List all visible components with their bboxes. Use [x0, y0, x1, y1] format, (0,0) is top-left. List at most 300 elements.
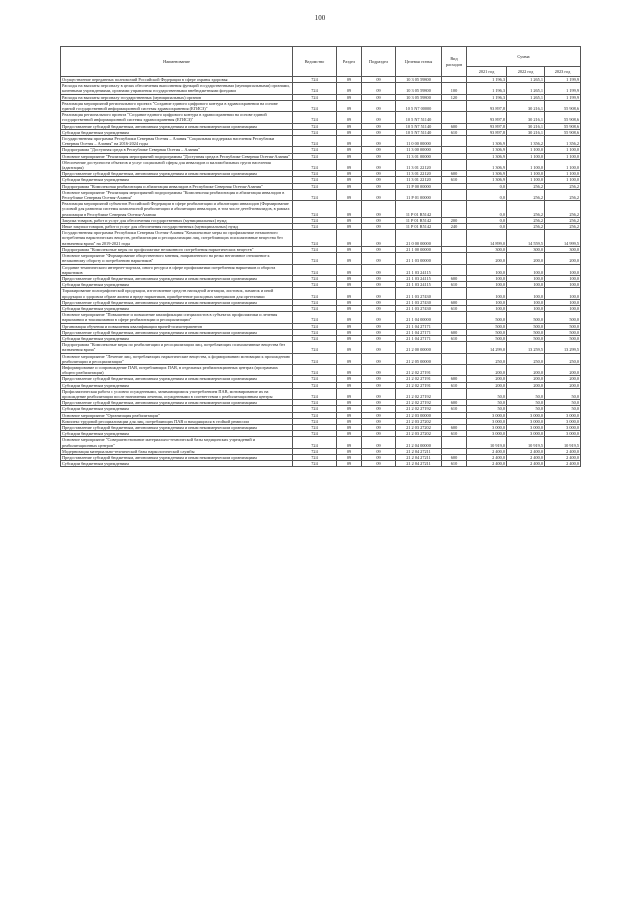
row-name-cell: Предоставление субсидий бюджетным, автономным учреждениям и иным некоммерческим организациям [61, 299, 293, 305]
row-amount-2021-cell: 100,0 [467, 282, 507, 288]
row-amount-2023-cell: 1 356,2 [545, 136, 581, 147]
row-amount-2022-cell: 1 100,0 [507, 171, 545, 177]
row-amount-2022-cell: 100,0 [507, 305, 545, 311]
row-amount-2021-cell: 3 000,0 [467, 424, 507, 430]
row-target-cell: 21 2 02 27192 [396, 400, 442, 406]
table-row [61, 437, 581, 448]
row-target-cell: 21 2 02 27191 [396, 382, 442, 388]
row-dept-cell: 724 [293, 253, 337, 264]
row-section-cell: 09 [337, 275, 362, 281]
row-section-cell: 09 [337, 364, 362, 375]
row-subsection-cell: 09 [362, 282, 396, 288]
row-amount-2022-cell: 1 100,0 [507, 153, 545, 159]
row-amount-2023-cell: 1 100,0 [545, 177, 581, 183]
row-amount-2023-cell: 3 000,0 [545, 418, 581, 424]
row-amount-2023-cell: 256,2 [545, 183, 581, 189]
row-target-cell: 21 1 04 27171 [396, 329, 442, 335]
row-expense-cell: 610 [442, 461, 467, 467]
row-dept-cell: 724 [293, 364, 337, 375]
row-amount-2023-cell: 500,0 [545, 329, 581, 335]
row-target-cell: 21 2 04 00000 [396, 437, 442, 448]
row-section-cell: 09 [337, 159, 362, 170]
row-section-cell: 09 [337, 400, 362, 406]
row-amount-2023-cell: 100,0 [545, 288, 581, 299]
row-section-cell: 09 [337, 83, 362, 94]
row-amount-2022-cell: 1 100,0 [507, 159, 545, 170]
row-name-cell: Подпрограмма "Комплексная реабилитация и абилитация инвалидов в Республике Северная Осетия-Алания" [61, 183, 293, 189]
row-target-cell: 21 1 03 27430 [396, 299, 442, 305]
row-target-cell: 21 2 02 27191 [396, 364, 442, 375]
row-dept-cell: 724 [293, 431, 337, 437]
row-dept-cell: 724 [293, 189, 337, 200]
row-subsection-cell: 09 [362, 329, 396, 335]
row-target-cell: 21 1 03 24115 [396, 282, 442, 288]
row-amount-2022-cell: 256,2 [507, 201, 545, 218]
row-expense-cell: 600 [442, 275, 467, 281]
row-amount-2021-cell: 0,0 [467, 201, 507, 218]
row-section-cell: 09 [337, 100, 362, 111]
row-subsection-cell: 09 [362, 388, 396, 399]
table-body [61, 77, 581, 467]
row-expense-cell [442, 312, 467, 323]
row-name-cell: Субсидии бюджетным учреждениям [61, 305, 293, 311]
row-subsection-cell: 09 [362, 299, 396, 305]
row-target-cell: 21 2 04 27211 [396, 461, 442, 467]
row-target-cell: 21 1 03 00000 [396, 253, 442, 264]
row-amount-2022-cell: 1 100,0 [507, 147, 545, 153]
row-name-cell: Основное мероприятие "Организация реабилитации" [61, 412, 293, 418]
row-section-cell: 09 [337, 335, 362, 341]
row-amount-2021-cell: 100,0 [467, 275, 507, 281]
row-target-cell: 11 P 01 00000 [396, 189, 442, 200]
row-subsection-cell: 09 [362, 418, 396, 424]
table-row [61, 230, 581, 247]
row-amount-2023-cell: 2 400,0 [545, 448, 581, 454]
row-amount-2022-cell: 100,0 [507, 282, 545, 288]
row-dept-cell: 724 [293, 112, 337, 123]
row-amount-2021-cell: 0,0 [467, 189, 507, 200]
row-amount-2021-cell: 500,0 [467, 335, 507, 341]
row-amount-2021-cell: 2 400,0 [467, 461, 507, 467]
row-target-cell: 21 1 00 00000 [396, 246, 442, 252]
row-name-cell: Реализация регионального проекта "Создание единого цифрового контура в здравоохранении на основе единой государственной информационной системы здравоохранения (ЕГИСЗ)" [61, 112, 293, 123]
table-row [61, 112, 581, 123]
row-amount-2022-cell: 1 265,1 [507, 83, 545, 94]
row-amount-2023-cell: 50,0 [545, 388, 581, 399]
row-dept-cell: 724 [293, 230, 337, 247]
row-amount-2021-cell: 3 000,0 [467, 418, 507, 424]
row-amount-2021-cell: 100,0 [467, 264, 507, 275]
row-expense-cell [442, 253, 467, 264]
row-section-cell: 09 [337, 299, 362, 305]
row-subsection-cell: 09 [362, 400, 396, 406]
row-expense-cell: 600 [442, 329, 467, 335]
row-amount-2021-cell: 2 400,0 [467, 448, 507, 454]
row-dept-cell: 724 [293, 94, 337, 100]
row-amount-2022-cell: 10 919,5 [507, 437, 545, 448]
row-amount-2021-cell: 93 897,8 [467, 100, 507, 111]
row-amount-2021-cell: 93 897,8 [467, 112, 507, 123]
row-target-cell: 21 2 02 27192 [396, 388, 442, 399]
row-section-cell: 09 [337, 406, 362, 412]
row-subsection-cell: 09 [362, 424, 396, 430]
table-row [61, 100, 581, 111]
row-expense-cell: 600 [442, 299, 467, 305]
row-expense-cell: 600 [442, 123, 467, 129]
row-subsection-cell: 09 [362, 171, 396, 177]
row-amount-2021-cell: 50,0 [467, 388, 507, 399]
row-expense-cell [442, 353, 467, 364]
row-dept-cell: 724 [293, 412, 337, 418]
row-dept-cell: 724 [293, 342, 337, 353]
row-name-cell: Субсидии бюджетным учреждениям [61, 282, 293, 288]
row-section-cell: 09 [337, 424, 362, 430]
row-target-cell: 21 2 03 27202 [396, 431, 442, 437]
row-target-cell: 11 P 01 R5142 [396, 217, 442, 223]
row-name-cell: Подпрограмма "Доступная среда в Республике Северная Осетия – Алания" [61, 147, 293, 153]
row-amount-2021-cell: 500,0 [467, 329, 507, 335]
row-section-cell: 09 [337, 388, 362, 399]
row-amount-2023-cell: 200,0 [545, 376, 581, 382]
row-expense-cell: 610 [442, 129, 467, 135]
row-name-cell: Создание тематического интернет-портала, иного ресурса в сфере профилактики потребления наркотиков и оборота наркотиков [61, 264, 293, 275]
row-name-cell: Субсидии бюджетным учреждениям [61, 431, 293, 437]
row-amount-2021-cell: 1 196,3 [467, 77, 507, 83]
row-name-cell: Комплекс трудовой ресоциализации для лиц, потребляющих ПАВ и находящихся в стойкой ремиссии [61, 418, 293, 424]
row-target-cell: 10 5 N7 51140 [396, 123, 442, 129]
row-amount-2022-cell: 3 000,0 [507, 412, 545, 418]
row-amount-2021-cell: 0,0 [467, 217, 507, 223]
table-header-row [61, 47, 581, 67]
row-expense-cell: 600 [442, 400, 467, 406]
row-subsection-cell: 09 [362, 201, 396, 218]
row-amount-2021-cell: 100,0 [467, 305, 507, 311]
row-expense-cell [442, 264, 467, 275]
row-subsection-cell: 09 [362, 437, 396, 448]
row-subsection-cell: 09 [362, 264, 396, 275]
row-section-cell: 09 [337, 177, 362, 183]
row-target-cell: 21 0 00 00000 [396, 230, 442, 247]
row-dept-cell: 724 [293, 136, 337, 147]
row-amount-2021-cell: 50,0 [467, 406, 507, 412]
row-section-cell: 09 [337, 253, 362, 264]
row-amount-2021-cell: 0,0 [467, 183, 507, 189]
row-amount-2022-cell: 30 216,1 [507, 100, 545, 111]
row-amount-2023-cell: 55 908,6 [545, 129, 581, 135]
row-amount-2021-cell: 200,0 [467, 364, 507, 375]
row-name-cell: Предоставление субсидий бюджетным, автономным учреждениям и иным некоммерческим организациям [61, 329, 293, 335]
row-expense-cell [442, 201, 467, 218]
row-dept-cell: 724 [293, 406, 337, 412]
row-subsection-cell: 09 [362, 230, 396, 247]
table-row [61, 388, 581, 399]
row-amount-2022-cell: 100,0 [507, 288, 545, 299]
row-amount-2022-cell: 200,0 [507, 376, 545, 382]
row-expense-cell: 600 [442, 424, 467, 430]
header-target: Целевая статья [396, 47, 442, 77]
row-amount-2022-cell: 1 265,1 [507, 94, 545, 100]
row-dept-cell: 724 [293, 461, 337, 467]
row-section-cell: 09 [337, 230, 362, 247]
row-amount-2023-cell: 256,2 [545, 201, 581, 218]
row-amount-2022-cell: 50,0 [507, 400, 545, 406]
row-amount-2022-cell: 300,0 [507, 246, 545, 252]
row-amount-2021-cell: 14 899,0 [467, 230, 507, 247]
row-subsection-cell: 09 [362, 123, 396, 129]
row-subsection-cell: 09 [362, 159, 396, 170]
row-amount-2022-cell: 250,0 [507, 353, 545, 364]
row-amount-2022-cell: 200,0 [507, 364, 545, 375]
row-section-cell: 09 [337, 264, 362, 275]
row-name-cell: Тиражирование полиграфической продукции, изготовление средств наглядной агитации, листовок, памяток и иной продукции о здоровом образе жизни и вреде наркотиков, приобретение расходных материалов для оргтехники [61, 288, 293, 299]
row-section-cell: 09 [337, 77, 362, 83]
row-amount-2021-cell: 1 196,3 [467, 94, 507, 100]
row-amount-2023-cell: 256,2 [545, 217, 581, 223]
row-section-cell: 09 [337, 418, 362, 424]
row-subsection-cell: 09 [362, 224, 396, 230]
row-amount-2023-cell: 1 199,9 [545, 94, 581, 100]
row-name-cell: Осуществление переданных полномочий Российской Федерации в сфере охраны здоровья [61, 77, 293, 83]
row-section-cell: 09 [337, 224, 362, 230]
row-name-cell: Предоставление субсидий бюджетным, автономным учреждениям и иным некоммерческим организациям [61, 171, 293, 177]
row-subsection-cell: 09 [362, 364, 396, 375]
row-name-cell: Предоставление субсидий бюджетным, автономным учреждениям и иным некоммерческим организациям [61, 275, 293, 281]
row-amount-2021-cell: 250,0 [467, 353, 507, 364]
row-name-cell: Субсидии бюджетным учреждениям [61, 177, 293, 183]
row-amount-2022-cell: 100,0 [507, 264, 545, 275]
row-expense-cell [442, 136, 467, 147]
row-amount-2023-cell: 10 919,5 [545, 437, 581, 448]
row-target-cell: 21 1 03 24115 [396, 264, 442, 275]
row-subsection-cell: 09 [362, 177, 396, 183]
row-amount-2021-cell: 93 897,8 [467, 123, 507, 129]
row-target-cell: 10 3 05 59800 [396, 94, 442, 100]
row-target-cell: 21 1 03 27430 [396, 305, 442, 311]
row-dept-cell: 724 [293, 100, 337, 111]
row-subsection-cell: 09 [362, 136, 396, 147]
row-dept-cell: 724 [293, 177, 337, 183]
row-name-cell: Предоставление субсидий бюджетным, автономным учреждениям и иным некоммерческим организациям [61, 424, 293, 430]
row-section-cell: 09 [337, 183, 362, 189]
row-name-cell: Основное мероприятие "Реализация мероприятий подпрограммы "Комплексная реабилитация и абилитация инвалидов в Республике Северная Осетия-Алания" [61, 189, 293, 200]
row-dept-cell: 724 [293, 246, 337, 252]
row-amount-2023-cell: 200,0 [545, 364, 581, 375]
row-target-cell: 10 3 05 59800 [396, 83, 442, 94]
row-subsection-cell: 09 [362, 94, 396, 100]
row-section-cell: 09 [337, 201, 362, 218]
row-section-cell: 09 [337, 136, 362, 147]
row-name-cell: Основное мероприятие "Лечение лиц, потребляющих наркотические вещества, к формированию мотивации к прохождению реабилитации и ресоциализации" [61, 353, 293, 364]
row-subsection-cell: 09 [362, 100, 396, 111]
row-amount-2022-cell: 500,0 [507, 335, 545, 341]
row-amount-2021-cell: 200,0 [467, 376, 507, 382]
row-amount-2023-cell: 1 199,9 [545, 83, 581, 94]
row-amount-2022-cell: 13 259,5 [507, 342, 545, 353]
row-target-cell: 21 1 04 00000 [396, 312, 442, 323]
row-target-cell: 21 2 03 27202 [396, 424, 442, 430]
row-section-cell: 09 [337, 217, 362, 223]
row-expense-cell: 600 [442, 171, 467, 177]
row-section-cell: 09 [337, 288, 362, 299]
row-subsection-cell: 09 [362, 461, 396, 467]
row-dept-cell: 724 [293, 388, 337, 399]
row-dept-cell: 724 [293, 275, 337, 281]
row-dept-cell: 724 [293, 329, 337, 335]
row-section-cell: 09 [337, 123, 362, 129]
row-dept-cell: 724 [293, 147, 337, 153]
row-subsection-cell: 09 [362, 412, 396, 418]
row-target-cell: 10 5 N7 00000 [396, 100, 442, 111]
row-dept-cell: 724 [293, 183, 337, 189]
table-row [61, 201, 581, 218]
row-amount-2021-cell: 1 306,9 [467, 153, 507, 159]
row-section-cell: 09 [337, 282, 362, 288]
row-subsection-cell: 09 [362, 305, 396, 311]
row-name-cell: Субсидии бюджетным учреждениям [61, 382, 293, 388]
row-subsection-cell: 09 [362, 376, 396, 382]
row-amount-2022-cell: 2 400,0 [507, 455, 545, 461]
header-name: Наименование [61, 47, 293, 77]
row-dept-cell: 724 [293, 305, 337, 311]
row-dept-cell: 724 [293, 171, 337, 177]
row-name-cell: Информирование и сопровождение ПАВ, потребляющих ПАВ, в отдельных реабилитационных центрах (программах общего реабилитации) [61, 364, 293, 375]
row-subsection-cell: 09 [362, 382, 396, 388]
row-amount-2023-cell: 200,0 [545, 253, 581, 264]
row-name-cell: Расходы на выплаты персоналу в целях обеспечения выполнения функций государственными (муниципальными) органами, казенными учреждениями, органами управления государственными внебюджетными фондами [61, 83, 293, 94]
row-amount-2023-cell: 300,0 [545, 246, 581, 252]
row-amount-2021-cell: 500,0 [467, 312, 507, 323]
row-amount-2021-cell: 50,0 [467, 400, 507, 406]
row-amount-2023-cell: 200,0 [545, 382, 581, 388]
row-subsection-cell: 09 [362, 335, 396, 341]
row-amount-2021-cell: 14 299,0 [467, 342, 507, 353]
row-dept-cell: 724 [293, 382, 337, 388]
row-target-cell: 11 3 01 22120 [396, 177, 442, 183]
header-year-2021: 2021 год [467, 67, 507, 77]
row-target-cell: 10 3 05 59800 [396, 77, 442, 83]
row-target-cell: 11 3 01 22120 [396, 159, 442, 170]
row-amount-2021-cell: 100,0 [467, 288, 507, 299]
row-dept-cell: 724 [293, 376, 337, 382]
row-expense-cell: 610 [442, 382, 467, 388]
row-amount-2021-cell: 10 919,0 [467, 437, 507, 448]
row-target-cell: 21 1 03 24115 [396, 275, 442, 281]
row-expense-cell: 610 [442, 335, 467, 341]
row-subsection-cell: 09 [362, 431, 396, 437]
row-amount-2022-cell: 1 356,2 [507, 136, 545, 147]
row-subsection-cell: 09 [362, 147, 396, 153]
row-amount-2022-cell: 3 000,0 [507, 431, 545, 437]
row-dept-cell: 724 [293, 129, 337, 135]
row-section-cell: 09 [337, 112, 362, 123]
row-subsection-cell: 09 [362, 406, 396, 412]
row-amount-2022-cell: 2 400,0 [507, 448, 545, 454]
row-target-cell: 10 5 N7 51140 [396, 112, 442, 123]
row-target-cell: 11 P 01 R5142 [396, 201, 442, 218]
row-amount-2023-cell: 1 100,0 [545, 171, 581, 177]
row-amount-2023-cell: 1 199,9 [545, 77, 581, 83]
row-amount-2023-cell: 3 000,0 [545, 412, 581, 418]
row-section-cell: 09 [337, 412, 362, 418]
row-target-cell: 11 3 01 00000 [396, 153, 442, 159]
row-name-cell: Модернизация материально-технической базы наркологической службы [61, 448, 293, 454]
header-dept: Ведомство [293, 47, 337, 77]
table-row [61, 136, 581, 147]
row-amount-2022-cell: 50,0 [507, 388, 545, 399]
row-section-cell: 09 [337, 329, 362, 335]
row-amount-2022-cell: 1 100,0 [507, 177, 545, 183]
row-subsection-cell: 09 [362, 455, 396, 461]
row-subsection-cell: 09 [362, 253, 396, 264]
row-name-cell: Государственная программа Республики Северная Осетия-Алания "Комплексные меры по профилактике незаконного потребления наркотических веществ, реабилитации и ресоциализации лиц, потребляющих психоактивные вещества без назначения врача" на 2019-2021 годы [61, 230, 293, 247]
row-name-cell: Основное мероприятие "Совершенствование материально-технической базы медицинских учреждений и реабилитационных центров" [61, 437, 293, 448]
header-year-2022: 2022 год [507, 67, 545, 77]
row-name-cell: Иные закупки товаров, работ и услуг для обеспечения государственных (муниципальных) нужд [61, 224, 293, 230]
table-row [61, 159, 581, 170]
row-amount-2021-cell: 93 897,8 [467, 129, 507, 135]
row-amount-2023-cell: 14 999,5 [545, 230, 581, 247]
row-expense-cell [442, 112, 467, 123]
row-amount-2021-cell: 100,0 [467, 299, 507, 305]
row-amount-2021-cell: 1 306,9 [467, 159, 507, 170]
row-amount-2021-cell: 500,0 [467, 323, 507, 329]
row-name-cell: Основное мероприятие "Формирование общественного мнения, направленного на резко негативное отношение к незаконному обороту и потреблению наркотиков" [61, 253, 293, 264]
row-dept-cell: 724 [293, 353, 337, 364]
row-subsection-cell: 09 [362, 129, 396, 135]
row-section-cell: 09 [337, 353, 362, 364]
row-amount-2023-cell: 50,0 [545, 406, 581, 412]
row-name-cell: Субсидии бюджетным учреждениям [61, 461, 293, 467]
row-amount-2022-cell: 100,0 [507, 275, 545, 281]
row-target-cell: 11 P 00 00000 [396, 183, 442, 189]
row-amount-2021-cell: 2 400,0 [467, 455, 507, 461]
row-amount-2021-cell: 3 000,0 [467, 431, 507, 437]
table-row [61, 288, 581, 299]
row-expense-cell: 610 [442, 282, 467, 288]
row-subsection-cell: 09 [362, 448, 396, 454]
row-subsection-cell: 09 [362, 246, 396, 252]
row-subsection-cell: 09 [362, 112, 396, 123]
header-subsection: Подраздел [362, 47, 396, 77]
row-dept-cell: 724 [293, 224, 337, 230]
row-amount-2022-cell: 256,2 [507, 189, 545, 200]
row-name-cell: Закупка товаров, работ и услуг для обеспечения государственных (муниципальных) нужд [61, 217, 293, 223]
row-dept-cell: 724 [293, 437, 337, 448]
header-expense: Вид расходов [442, 47, 467, 77]
budget-table [60, 46, 581, 467]
row-expense-cell: 610 [442, 177, 467, 183]
row-amount-2022-cell: 2 400,0 [507, 461, 545, 467]
row-expense-cell [442, 288, 467, 299]
row-expense-cell [442, 364, 467, 375]
row-dept-cell: 724 [293, 123, 337, 129]
row-target-cell: 21 1 04 27171 [396, 323, 442, 329]
row-amount-2023-cell: 100,0 [545, 305, 581, 311]
row-subsection-cell: 09 [362, 183, 396, 189]
row-amount-2022-cell: 3 000,0 [507, 418, 545, 424]
row-dept-cell: 724 [293, 159, 337, 170]
row-expense-cell [442, 100, 467, 111]
row-amount-2023-cell: 100,0 [545, 299, 581, 305]
row-amount-2023-cell: 3 000,0 [545, 424, 581, 430]
row-amount-2021-cell: 300,0 [467, 246, 507, 252]
row-amount-2021-cell: 3 000,0 [467, 412, 507, 418]
row-amount-2022-cell: 256,2 [507, 217, 545, 223]
row-amount-2021-cell: 1 306,9 [467, 177, 507, 183]
row-amount-2022-cell: 100,0 [507, 299, 545, 305]
row-amount-2021-cell: 1 196,3 [467, 83, 507, 94]
row-amount-2023-cell: 1 100,0 [545, 159, 581, 170]
